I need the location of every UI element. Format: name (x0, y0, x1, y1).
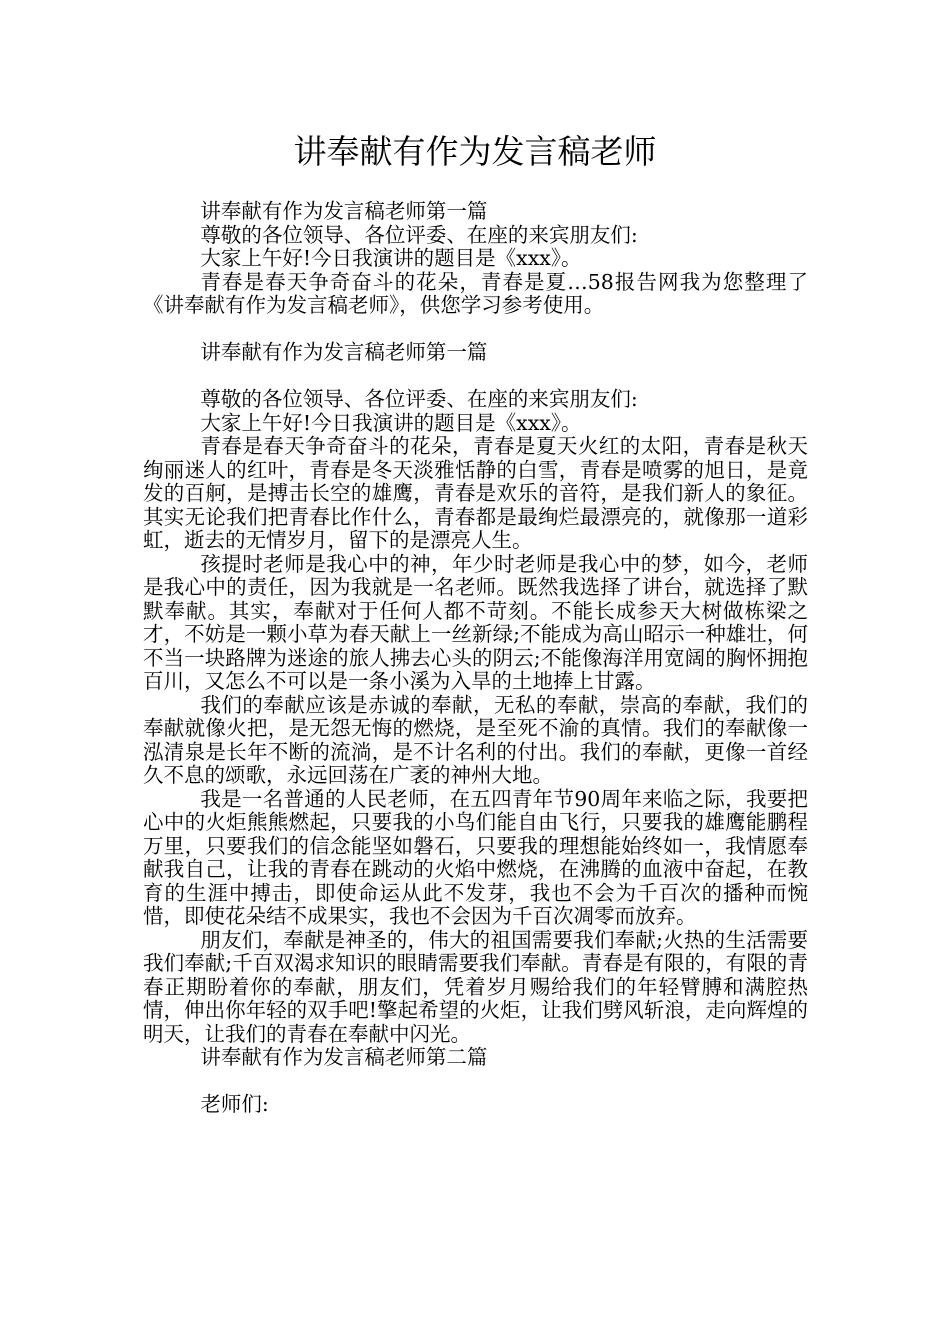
blank-line (143, 365, 808, 389)
document-title: 讲奉献有作为发言稿老师 (293, 132, 657, 171)
paragraph: 老师们: (200, 1092, 269, 1116)
paragraph: 大家上午好!今日我演讲的题目是《xxx》。 (200, 410, 582, 435)
blank-line (143, 318, 808, 342)
paragraph: 讲奉献有作为发言稿老师第二篇 (200, 1045, 488, 1069)
paragraph: 尊敬的各位领导、各位评委、在座的来宾朋友们: (200, 387, 638, 411)
paragraph: 朋友们，奉献是神圣的，伟大的祖国需要我们奉献;火热的生活需要我们奉献;千百双渴求知识的眼睛需要我们奉献。青春是有限的，有限的青春正期盼着你的奉献，朋友们，凭着岁月赐给我们的年轻臂膊和满腔热情，伸出你年轻的双手吧!擎起希望的火炬，让我们劈风斩浪，走向辉煌的明天，让我们的青春在奉献中闪光。 (143, 927, 808, 1046)
paragraph: 青春是春天争奇奋斗的花朵，青春是夏…58报告网我为您整理了《讲奉献有作为发言稿老师》，供您学习参考使用。 (143, 269, 808, 317)
paragraph: 孩提时老师是我心中的神，年少时老师是我心中的梦，如今，老师是我心中的责任，因为我就是一名老师。既然我选择了讲台，就选择了默默奉献。其实，奉献对于任何人都不苛刻。不能长成参天大树做栋梁之才，不妨是一颗小草为春天献上一丝新绿;不能成为高山昭示一种雄壮，何不当一块路牌为迷途的旅人拂去心头的阴云;不能像海洋用宽阔的胸怀拥抱百川，又怎么不可以是一条小溪为入旱的土地捧上甘露。 (143, 551, 808, 693)
blank-line (143, 1070, 808, 1094)
paragraph: 我是一名普通的人民老师，在五四青年节90周年来临之际，我要把心中的火炬熊熊燃起，只要我的小鸟们能自由飞行，只要我的雄鹰能鹏程万里，只要我们的信念能坚如磐石，只要我的理想能始终如一，我情愿奉献我自己，让我的青春在跳动的火焰中燃烧，在沸腾的血液中奋起，在教育的生涯中搏击，即使命运从此不发芽，我也不会为千百次的播种而惋惜，即使花朵结不成果实，我也不会因为千百次凋零而放弃。 (143, 786, 808, 928)
document-body (143, 200, 808, 1117)
paragraph: 尊敬的各位领导、各位评委、在座的来宾朋友们: (200, 222, 638, 247)
paragraph: 大家上午好!今日我演讲的题目是《xxx》。 (200, 246, 582, 270)
paragraph: 我们的奉献应该是赤诚的奉献，无私的奉献，崇高的奉献，我们的奉献就像火把，是无怨无悔的燃烧，是至死不渝的真情。我们的奉献像一泓清泉是长年不断的流淌，是不计名利的付出。我们的奉献，更像一首经久不息的颂歌，永远回荡在广袤的神州大地。 (143, 692, 808, 787)
paragraph: 青春是春天争奇奋斗的花朵，青春是夏天火红的太阳，青春是秋天绚丽迷人的红叶，青春是冬天淡雅恬静的白雪，青春是喷雾的旭日，是竟发的百舸，是搏击长空的雄鹰，青春是欢乐的音符，是我们新人的象征。其实无论我们把青春比作什么，青春都是最绚烂最漂亮的，就像那一道彩虹，逝去的无情岁月，留下的是漂亮人生。 (143, 434, 808, 552)
paragraph: 讲奉献有作为发言稿老师第一篇 (200, 199, 488, 223)
paragraph: 讲奉献有作为发言稿老师第一篇 (200, 340, 488, 364)
